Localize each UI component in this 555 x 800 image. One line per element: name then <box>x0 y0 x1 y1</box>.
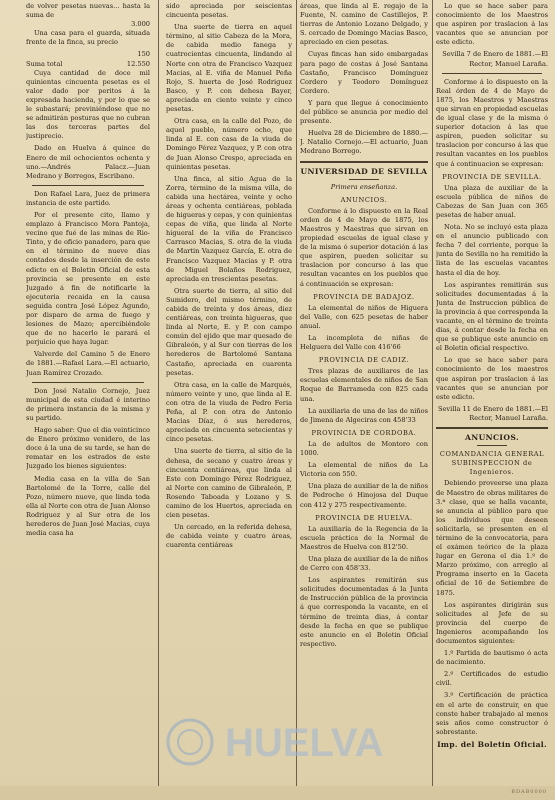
province-heading: PROVINCIA DE CADIZ. <box>318 356 410 365</box>
paragraph: 3.º Certificación de práctica en el arte de construir, en que conste haber trabajado al menos seis años como constructor ó sobrestante. <box>436 691 548 736</box>
paragraph: Don José Natalio Cornejo, Juez municipal de esta ciudad é interino de primera instancia de la misma y su partido. <box>26 386 150 422</box>
total-label: Suma total <box>26 59 63 68</box>
paragraph: Otra casa, en la calle de Marqués, número veinte y uno, que linda al E. con otra de la viuda de Pedro Feria Peña, al P. con otra de Antonio Macias Díaz, ó sus herederos, apreciada en cincuenta setecientas y cinco pesetas. <box>166 380 292 444</box>
paragraph: Cuya cantidad de doce mil quinientas cincuenta pesetas es el valor dado por peritos á la expresada hacienda, y por lo que se le subastará; previniéndose que no se admitirán posturas que no cubran las dos terceras partes del justiprecio. <box>26 68 150 141</box>
scan-footer-strip <box>0 786 555 800</box>
province-heading: PROVINCIA DE BADAJOZ. <box>313 292 415 301</box>
paragraph: Los aspirantes dirigirán sus solicitudes al Jefe de su provincia del cuerpo de Ingenieros acompañando los documentos siguientes: <box>436 600 548 645</box>
province-heading: PROVINCIA DE CORDOBA. <box>311 428 417 437</box>
paragraph: 1.º Partida de bautismo ó acta de nacimiento. <box>436 649 548 667</box>
paragraph: Lo que se hace saber para conocimiento de los Maestros que aspiren por traslacion á las vacantes que se anuncian por este edicto. <box>436 2 548 47</box>
divider <box>32 382 144 383</box>
column-rule <box>432 0 433 788</box>
divider <box>32 185 144 186</box>
paragraph: La elemental de niños de Higuera del Valle, con 625 pesetas de haber anual. <box>300 303 428 330</box>
divider <box>300 161 428 163</box>
paragraph: sido apreciada por seiscientas cincuenta pesetas. <box>166 2 292 20</box>
paragraph: Por el presente cito, llamo y emplazo á Francisco Mora Pantoja, vecino que fué de las minas de Rio-Tinto, y de oficio panadero, para que en el término de nueve dias contados desde la inserción de este edicto en el Boletin Oficial de esta provincia se presente en este Juzgado á fin de notificarle la ejecutoria recaida en la causa seguida contra José López Agundo, por disparo de arma de fuego y lesiones de Mazo; apercibiéndole que de no hacerlo le parará el perjuicio que haya lugar. <box>26 210 150 347</box>
column-1 <box>26 2 150 782</box>
paragraph: Y para que llegue á conocimiento del público se anuncia por medio del presente. <box>300 98 428 126</box>
paragraph: Don Rafael Lara, Juez de primera instancia de este partido. <box>26 189 150 207</box>
paragraph: Media casa en la villa de San Bartolomé de la Torre, calle del Pozo, número nueve, que linda toda ella al Norte con otra de Juan Alonso Rodriguez y al Sur otra de los herederos de Juan José Macias, cuya media casa ha <box>26 474 150 538</box>
amount: 150 <box>137 50 150 59</box>
paragraph: Los aspirantes remitirán sus solicitudes documentadas á la Junta de Instruccion pública de la provincia á que corresponda la vacante, en el término de treinta dias, á contar desde la fecha en que se publique este anuncio en el Boletin oficial respectivo. <box>436 280 548 353</box>
paragraph: Una suerte de tierra, al sitio de la dehesa, de secano y cuatro áreas y cincuenta centiáreas, que linda al Este con Domingo Pérez Rodriguez, al Norte con camino de Gibraleón, P. Rosendo Taboada y Lozano y S. camino de los Huertos, apreciada en cien pesetas. <box>166 447 292 520</box>
divider <box>477 445 507 446</box>
paragraph: La incompleta de niñas de Helguera del Valle con 416'66 <box>300 334 428 352</box>
divider <box>442 73 542 74</box>
paragraph: Conforme á lo dispuesto en la Real órden de 4 de Mayo de 1875, los Maestros y Maestras que sirvan en propiedad escuelas de igual clase y de la misma ó superior dotacion á las que aspiren, pueden solicitar su traslacion por concurso á las que resultan vacantes en los pueblos que á continuacion se expresan: <box>436 77 548 168</box>
paragraph: Una plaza de auxiliar de la escuela pública de niños de Cabezas de San Juan con 365 pesetas de haber anual. <box>436 183 548 219</box>
paragraph: Una finca, al sitio Agua de la Zorra, término de la misma villa, de cabida una hectárea, veinte y ocho áreas y ochenta centiáreas, poblada de higueras y cepas, y con quinientas cepas de viña, que linda al Norte higueral de la viña de Francisco Carrasco Macias, S. otra de la viuda de Martin Vazquez García, E. otra de Francisco Vazquez Macias y P. otra de Miguel Bolaños Rodriguez, apreciada en trescientas pesetas. <box>166 174 292 283</box>
divider <box>436 427 548 429</box>
column-4 <box>436 2 548 737</box>
signature-line: Sevilla 7 de Enero de 1881.—El Rector, Manuel Laraña. <box>442 50 548 68</box>
section-heading: COMANDANCIA GENERAL SUBINSPECCION de Ingenieros. <box>439 450 545 477</box>
paragraph: Huelva 28 de Diciembre de 1880.—J. Natalio Cornejo.—El actuario, Juan Medrano Borrego. <box>300 129 428 156</box>
paragraph: Nota. No se incluyó esta plaza en el anuncio publicado con fecha 7 del corriente, porque la junta de Sevilla no ha remitido la lista de las escuelas vacantes hasta el dia de hoy. <box>436 223 548 277</box>
amount: 3.000 <box>131 20 150 29</box>
paragraph: Un cercado, en la referida dehesa, de cabida veinte y cuatro áreas, cuarenta centiáreas <box>166 523 292 550</box>
section-heading: UNIVERSIDAD DE SEVILLA <box>300 166 428 176</box>
library-stamp-watermark <box>150 712 430 772</box>
text: de volver pesetas nuevas... hasta la suma de <box>26 2 150 20</box>
paragraph: Una suerte de tierra en aquel término, al sitio Cabeza de la Mora, de cabida medio fanega y cuatrocientas cincuenta, lindando al Norte con otra de Francisco Vazquez Macias, al E. viña de Manuel Peña Rojo, S. huerta de José Rodriguez Basco, y P. con dehesa Bayer, apreciada en ciento veinte y cinco pesetas. <box>166 23 292 114</box>
total-line <box>26 60 150 69</box>
paragraph: Valverde del Camino 5 de Enero de 1881.—Rafael Lara.—El actuario, Juan Ramírez Crozado. <box>26 350 150 377</box>
paragraph: Otra casa, en la calle del Pozo, de aquel pueblo, número ocho, que linda al E. con casa de la viuda de Domingo Pérez Vazquez, y P. con otra de Juan Alonso Crespo, apreciada en quinientas pesetas. <box>166 117 292 171</box>
stamp-circle-inner <box>178 730 202 754</box>
paragraph: Una casa para el guarda, situada frente de la finca, su precio <box>26 29 150 47</box>
paragraph: áreas, que linda al E. regajo de la Fuente, N. camino de Castillejos, P. tierras de Antonio Lozano Delgado, y S. cercado de Domingo Macias Basco, apreciado en cien pesetas. <box>300 2 428 47</box>
section-heading: ANUNCIOS. <box>340 195 388 204</box>
paragraph: Dado en Huelva á quince de Enero de mil ochocientos ochenta y uno.—Andrés Palacz.—Juan Medrano y Borregos, Escribano. <box>26 144 150 180</box>
stamp-text: HUELVA <box>225 721 384 765</box>
stamp-circle <box>168 720 212 764</box>
paragraph: Una plaza de auxiliar de la de niños de Pedroche ó Hinojosa del Duque con 412 y 275 respectivamente. <box>300 482 428 509</box>
column-3 <box>300 2 428 782</box>
paragraph: Lo que se hace saber para conocimiento de los maestros que aspiran por traslacion á las vacantes que se anuncian por este edicto. <box>436 356 548 401</box>
column-rule <box>296 0 297 788</box>
signature-line: Sevilla 11 de Enero de 1881.—El Rector, Manuel Laraña. <box>438 404 548 422</box>
paragraph: 2.º Certificados de estudio civil. <box>436 670 548 688</box>
section-subheading: Primera enseñanza. <box>330 182 398 191</box>
paragraph: Otra suerte de tierra, al sitio del Sumidero, del mismo término, de cabida de treinta y dos áreas, diez centiáreas, con treinta higueras, que linda al Norte, E. y P. con campo común del ejido que mar quesado de Gibraleón, y al Sur con tierras de los herederos de Bartolomé Santana Castaño, apreciada en cuarenta pesetas. <box>166 286 292 377</box>
paragraph: Cuyas fincas han sido embargadas para pago de costas á José Santana Castaño, Francisco Domínguez Cordero y Teodoro Domínguez Cordero. <box>300 50 428 95</box>
paragraph: Tres plazas de auxiliares de las escuelas elementales de niños de San Roque de Barrameda con 825 cada una. <box>300 367 428 403</box>
paragraph: Conforme á lo dispuesto en la Real orden de 4 de Mayo de 1875, los Maestros y Maestras que sirvan en propiedad escuelas de igual clase y de la misma ó superior dotación á las que aspiren, pueden solicitar su traslacion por concurso á las que resultan vacantes en los pueblos que á continuación se expresan: <box>300 206 428 288</box>
scan-footer-code: BDAB0000 <box>511 789 547 795</box>
province-heading: PROVINCIA DE SEVILLA. <box>442 172 542 181</box>
column-rule <box>158 0 159 788</box>
total-amount: 12.550 <box>126 59 150 68</box>
paragraph: Debiendo proveerse una plaza de Maestro de obras militares de 3.ª clase, que se halla vacante, se anuncia al público para que los individuos que deseen solicitarla, se presenten en el término de la convocatoria, para el exámen teórico de la plaza lugar en Gerona el dia 1.º de Marzo próximo, con arreglo al Programa inserto en la Gaceta oficial de 16 de Setiembre de 1875. <box>436 479 548 597</box>
province-heading: PROVINCIA DE HUELVA. <box>315 513 413 522</box>
paragraph: La de adultos de Montoro con 1000. <box>300 439 428 458</box>
section-heading: ANUNCIOS. <box>464 433 520 443</box>
paragraph: Los aspirantes remitirán sus solicitudes documentadas á la Junta de Instrucción pública de la provincia á que corresponda la vacante, en el término de treinta dias, á contar desde la fecha en que se publique este anuncio en el Boletin Oficial respectivo. <box>300 576 428 648</box>
imprint-line: Imp. del Boletin Oficial. <box>437 740 547 749</box>
price-line <box>26 50 150 59</box>
paragraph: La elemental de niños de La Victoria con 550. <box>300 461 428 479</box>
paragraph: Hago saber: Que el dia veinticinco de Enero próximo venidero, de las doce á la una de su tarde, se han de rematar en los estrados de este Juzgado los bienes siguientes: <box>26 426 150 471</box>
divider <box>349 179 379 180</box>
paragraph: La auxiliaría de la Regencia de la escuela práctica de la Normal de Maestros de Huelva con 812'50. <box>300 524 428 551</box>
column-2 <box>166 2 292 782</box>
paragraph: La auxiliaria de una de las de niños de Jimena de Algeciras con 458'33 <box>300 406 428 424</box>
price-line <box>26 2 150 20</box>
price-line <box>26 20 150 29</box>
paragraph: Una plaza de auxiliar de la de niños de Cerro con 458'33. <box>300 554 428 573</box>
